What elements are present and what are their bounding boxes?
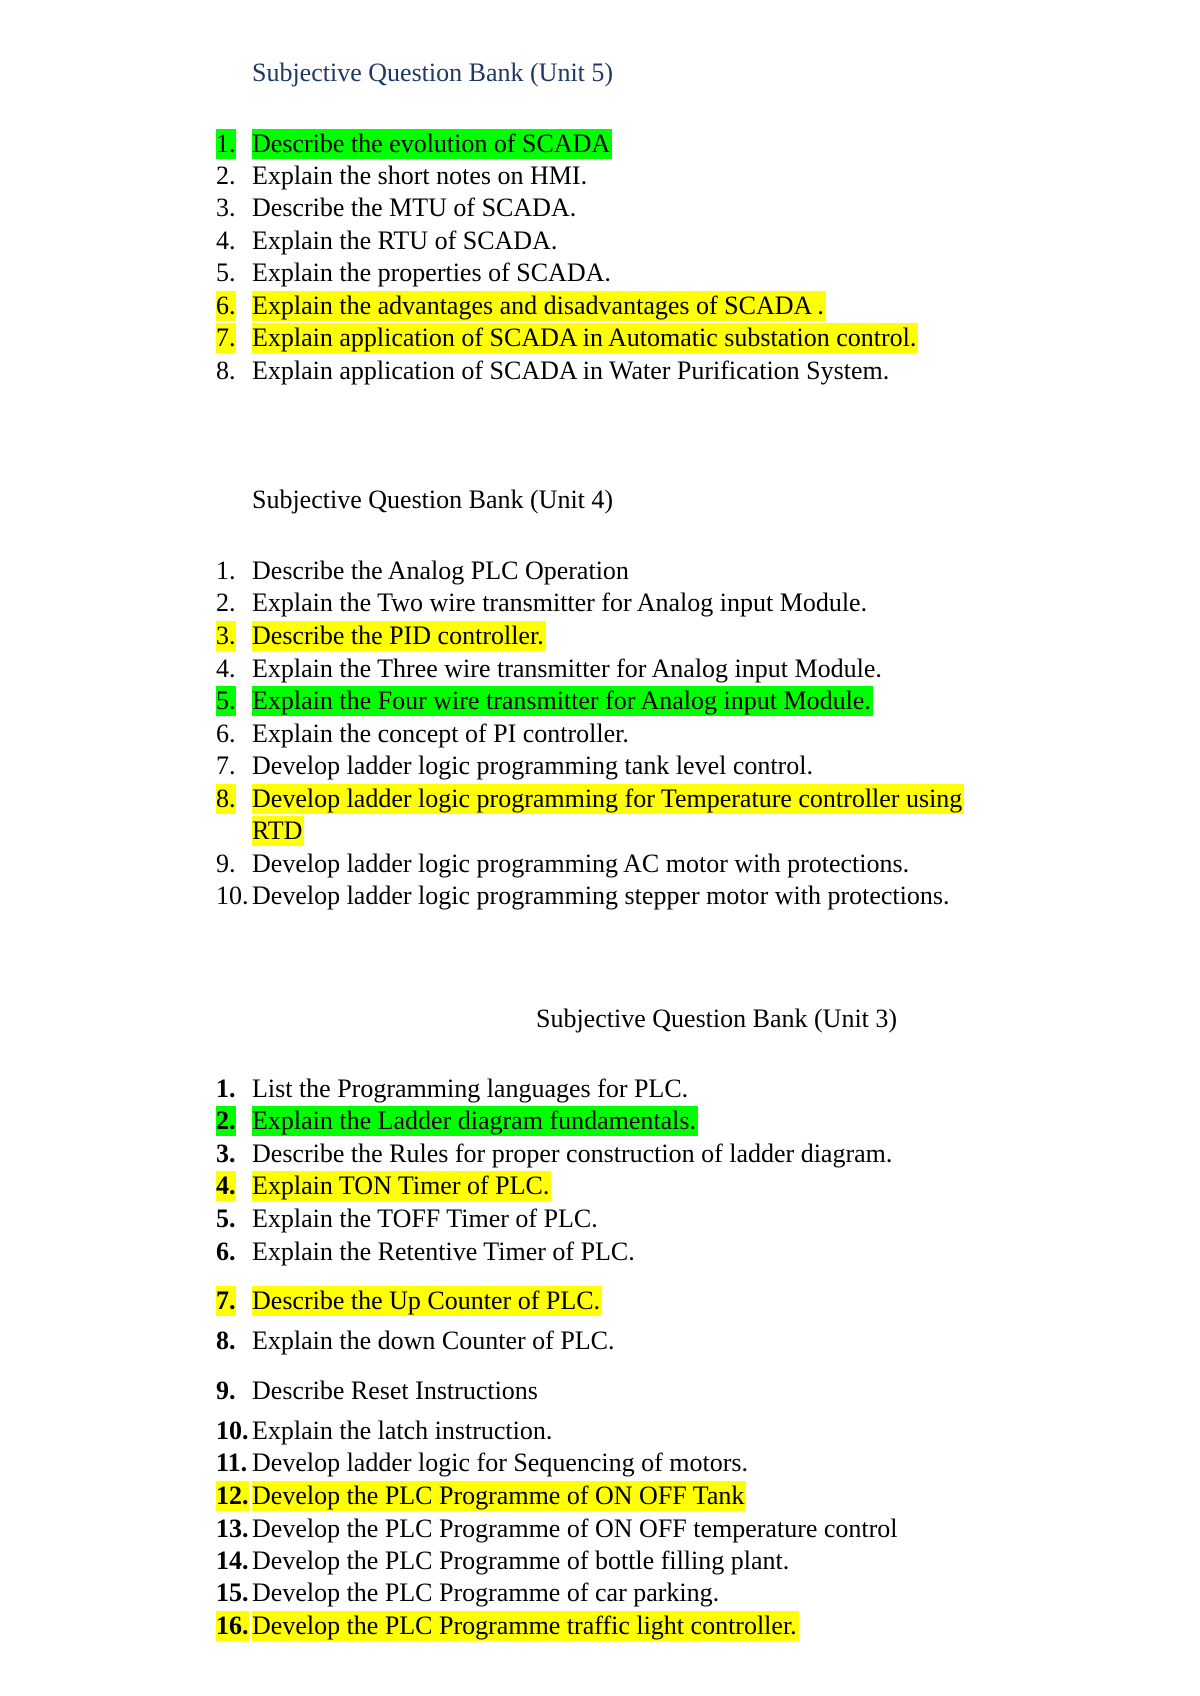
- list-item: [216, 1514, 1116, 1544]
- item-text: Describe the evolution of SCADA: [252, 129, 611, 158]
- list-item: [216, 1481, 1116, 1511]
- item-text: Explain application of SCADA in Water Purification System.: [252, 356, 890, 385]
- item-text: Explain the latch instruction.: [252, 1416, 553, 1445]
- list-item: [216, 1578, 1116, 1608]
- item-number: 1.: [216, 556, 236, 585]
- item-text: List the Programming languages for PLC.: [252, 1074, 689, 1103]
- item-text: Describe the PID controller.: [252, 621, 544, 650]
- item-text: Develop ladder logic programming tank level control.: [252, 751, 813, 780]
- item-number: 2.: [216, 588, 236, 617]
- list-item: [216, 849, 1116, 879]
- list-item: [216, 129, 1116, 159]
- list-item: [216, 1376, 1116, 1406]
- item-text: Develop the PLC Programme of bottle filling plant.: [252, 1546, 790, 1575]
- list-item: [216, 161, 1116, 191]
- item-text: Explain the Four wire transmitter for Analog input Module.: [252, 686, 871, 715]
- item-number: 8.: [216, 1326, 236, 1355]
- item-text: Develop the PLC Programme of car parking.: [252, 1578, 720, 1607]
- list-item: [216, 323, 1116, 353]
- unit4-heading: Subjective Question Bank (Unit 4): [252, 485, 614, 514]
- item-text: Explain the advantages and disadvantages of SCADA .: [252, 291, 824, 320]
- item-number: 11.: [216, 1448, 248, 1477]
- list-item: [216, 1611, 1116, 1641]
- item-text: Explain the concept of PI controller.: [252, 719, 629, 748]
- item-text: Describe Reset Instructions: [252, 1376, 538, 1405]
- item-number: 12.: [216, 1481, 249, 1510]
- item-number: 10.: [216, 881, 249, 910]
- item-text: Explain TON Timer of PLC.: [252, 1171, 550, 1200]
- item-number: 1.: [216, 129, 236, 158]
- list-item: [216, 686, 1116, 716]
- item-text: Explain the TOFF Timer of PLC.: [252, 1204, 598, 1233]
- list-item: [216, 1139, 1116, 1169]
- item-number: 2.: [216, 161, 236, 190]
- item-text: RTD: [252, 816, 303, 845]
- item-number: 13.: [216, 1514, 249, 1543]
- list-item: [216, 621, 1116, 651]
- list-item: [216, 1171, 1116, 1201]
- item-number: 9.: [216, 849, 236, 878]
- list-item: [216, 1237, 1116, 1267]
- item-text: Develop ladder logic programming stepper motor with protections.: [252, 881, 950, 910]
- list-item: [216, 1448, 1116, 1478]
- unit3-heading: Subjective Question Bank (Unit 3): [536, 1004, 898, 1033]
- list-item: [216, 588, 1116, 618]
- item-number: 4.: [216, 226, 236, 255]
- list-item: [216, 1204, 1116, 1234]
- list-item: [216, 291, 1116, 321]
- item-number: 1.: [216, 1074, 236, 1103]
- item-number: 3.: [216, 193, 236, 222]
- list-item: [216, 751, 1116, 781]
- item-number: 5.: [216, 686, 236, 715]
- item-number: 14.: [216, 1546, 249, 1575]
- item-number: 4.: [216, 1171, 236, 1200]
- list-item: [216, 881, 1116, 911]
- list-item: [216, 556, 1116, 586]
- item-number: 8.: [216, 784, 236, 813]
- item-text: Explain application of SCADA in Automatic substation control.: [252, 323, 917, 352]
- item-number: 3.: [216, 621, 236, 650]
- item-text: Describe the MTU of SCADA.: [252, 193, 577, 222]
- item-text: Explain the properties of SCADA.: [252, 258, 611, 287]
- list-item: [216, 719, 1116, 749]
- list-item: [216, 654, 1116, 684]
- item-text: Develop ladder logic programming for Temperature controller using: [252, 784, 963, 813]
- list-item: [216, 193, 1116, 223]
- item-text: Explain the down Counter of PLC.: [252, 1326, 615, 1355]
- list-item: [216, 226, 1116, 256]
- item-number: 6.: [216, 291, 236, 320]
- list-item-continuation: [216, 816, 1116, 846]
- list-item: [216, 258, 1116, 288]
- item-number: 5.: [216, 1204, 236, 1233]
- item-text: Explain the Retentive Timer of PLC.: [252, 1237, 635, 1266]
- list-item: [216, 784, 1116, 814]
- item-text: Develop ladder logic for Sequencing of motors.: [252, 1448, 749, 1477]
- list-item: [216, 1074, 1116, 1104]
- item-text: Explain the short notes on HMI.: [252, 161, 588, 190]
- item-text: Develop the PLC Programme traffic light controller.: [252, 1611, 797, 1640]
- item-text: Explain the Two wire transmitter for Analog input Module.: [252, 588, 868, 617]
- unit5-heading: Subjective Question Bank (Unit 5): [252, 58, 614, 87]
- item-text: Develop ladder logic programming AC motor with protections.: [252, 849, 910, 878]
- item-number: 7.: [216, 1286, 236, 1315]
- item-number: 16.: [216, 1611, 249, 1640]
- item-text: Describe the Rules for proper construction of ladder diagram.: [252, 1139, 893, 1168]
- list-item: [216, 1416, 1116, 1446]
- item-number: 6.: [216, 719, 236, 748]
- item-number: 7.: [216, 751, 236, 780]
- item-text: Explain the Three wire transmitter for Analog input Module.: [252, 654, 882, 683]
- item-number: 8.: [216, 356, 236, 385]
- item-text: Describe the Up Counter of PLC.: [252, 1286, 601, 1315]
- item-text: Explain the Ladder diagram fundamentals.: [252, 1106, 697, 1135]
- item-number: 7.: [216, 323, 236, 352]
- list-item: [216, 356, 1116, 386]
- item-text: Explain the RTU of SCADA.: [252, 226, 558, 255]
- item-number: 6.: [216, 1237, 236, 1266]
- item-number: 2.: [216, 1106, 236, 1135]
- list-item: [216, 1546, 1116, 1576]
- list-item: [216, 1326, 1116, 1356]
- item-number: 5.: [216, 258, 236, 287]
- list-item: [216, 1106, 1116, 1136]
- list-item: [216, 1286, 1116, 1316]
- item-number: 4.: [216, 654, 236, 683]
- item-text: Describe the Analog PLC Operation: [252, 556, 629, 585]
- item-number: 9.: [216, 1376, 236, 1405]
- item-number: 15.: [216, 1578, 249, 1607]
- item-number: 10.: [216, 1416, 249, 1445]
- item-number: 3.: [216, 1139, 236, 1168]
- item-text: Develop the PLC Programme of ON OFF temperature control: [252, 1514, 898, 1543]
- item-text: Develop the PLC Programme of ON OFF Tank: [252, 1481, 745, 1510]
